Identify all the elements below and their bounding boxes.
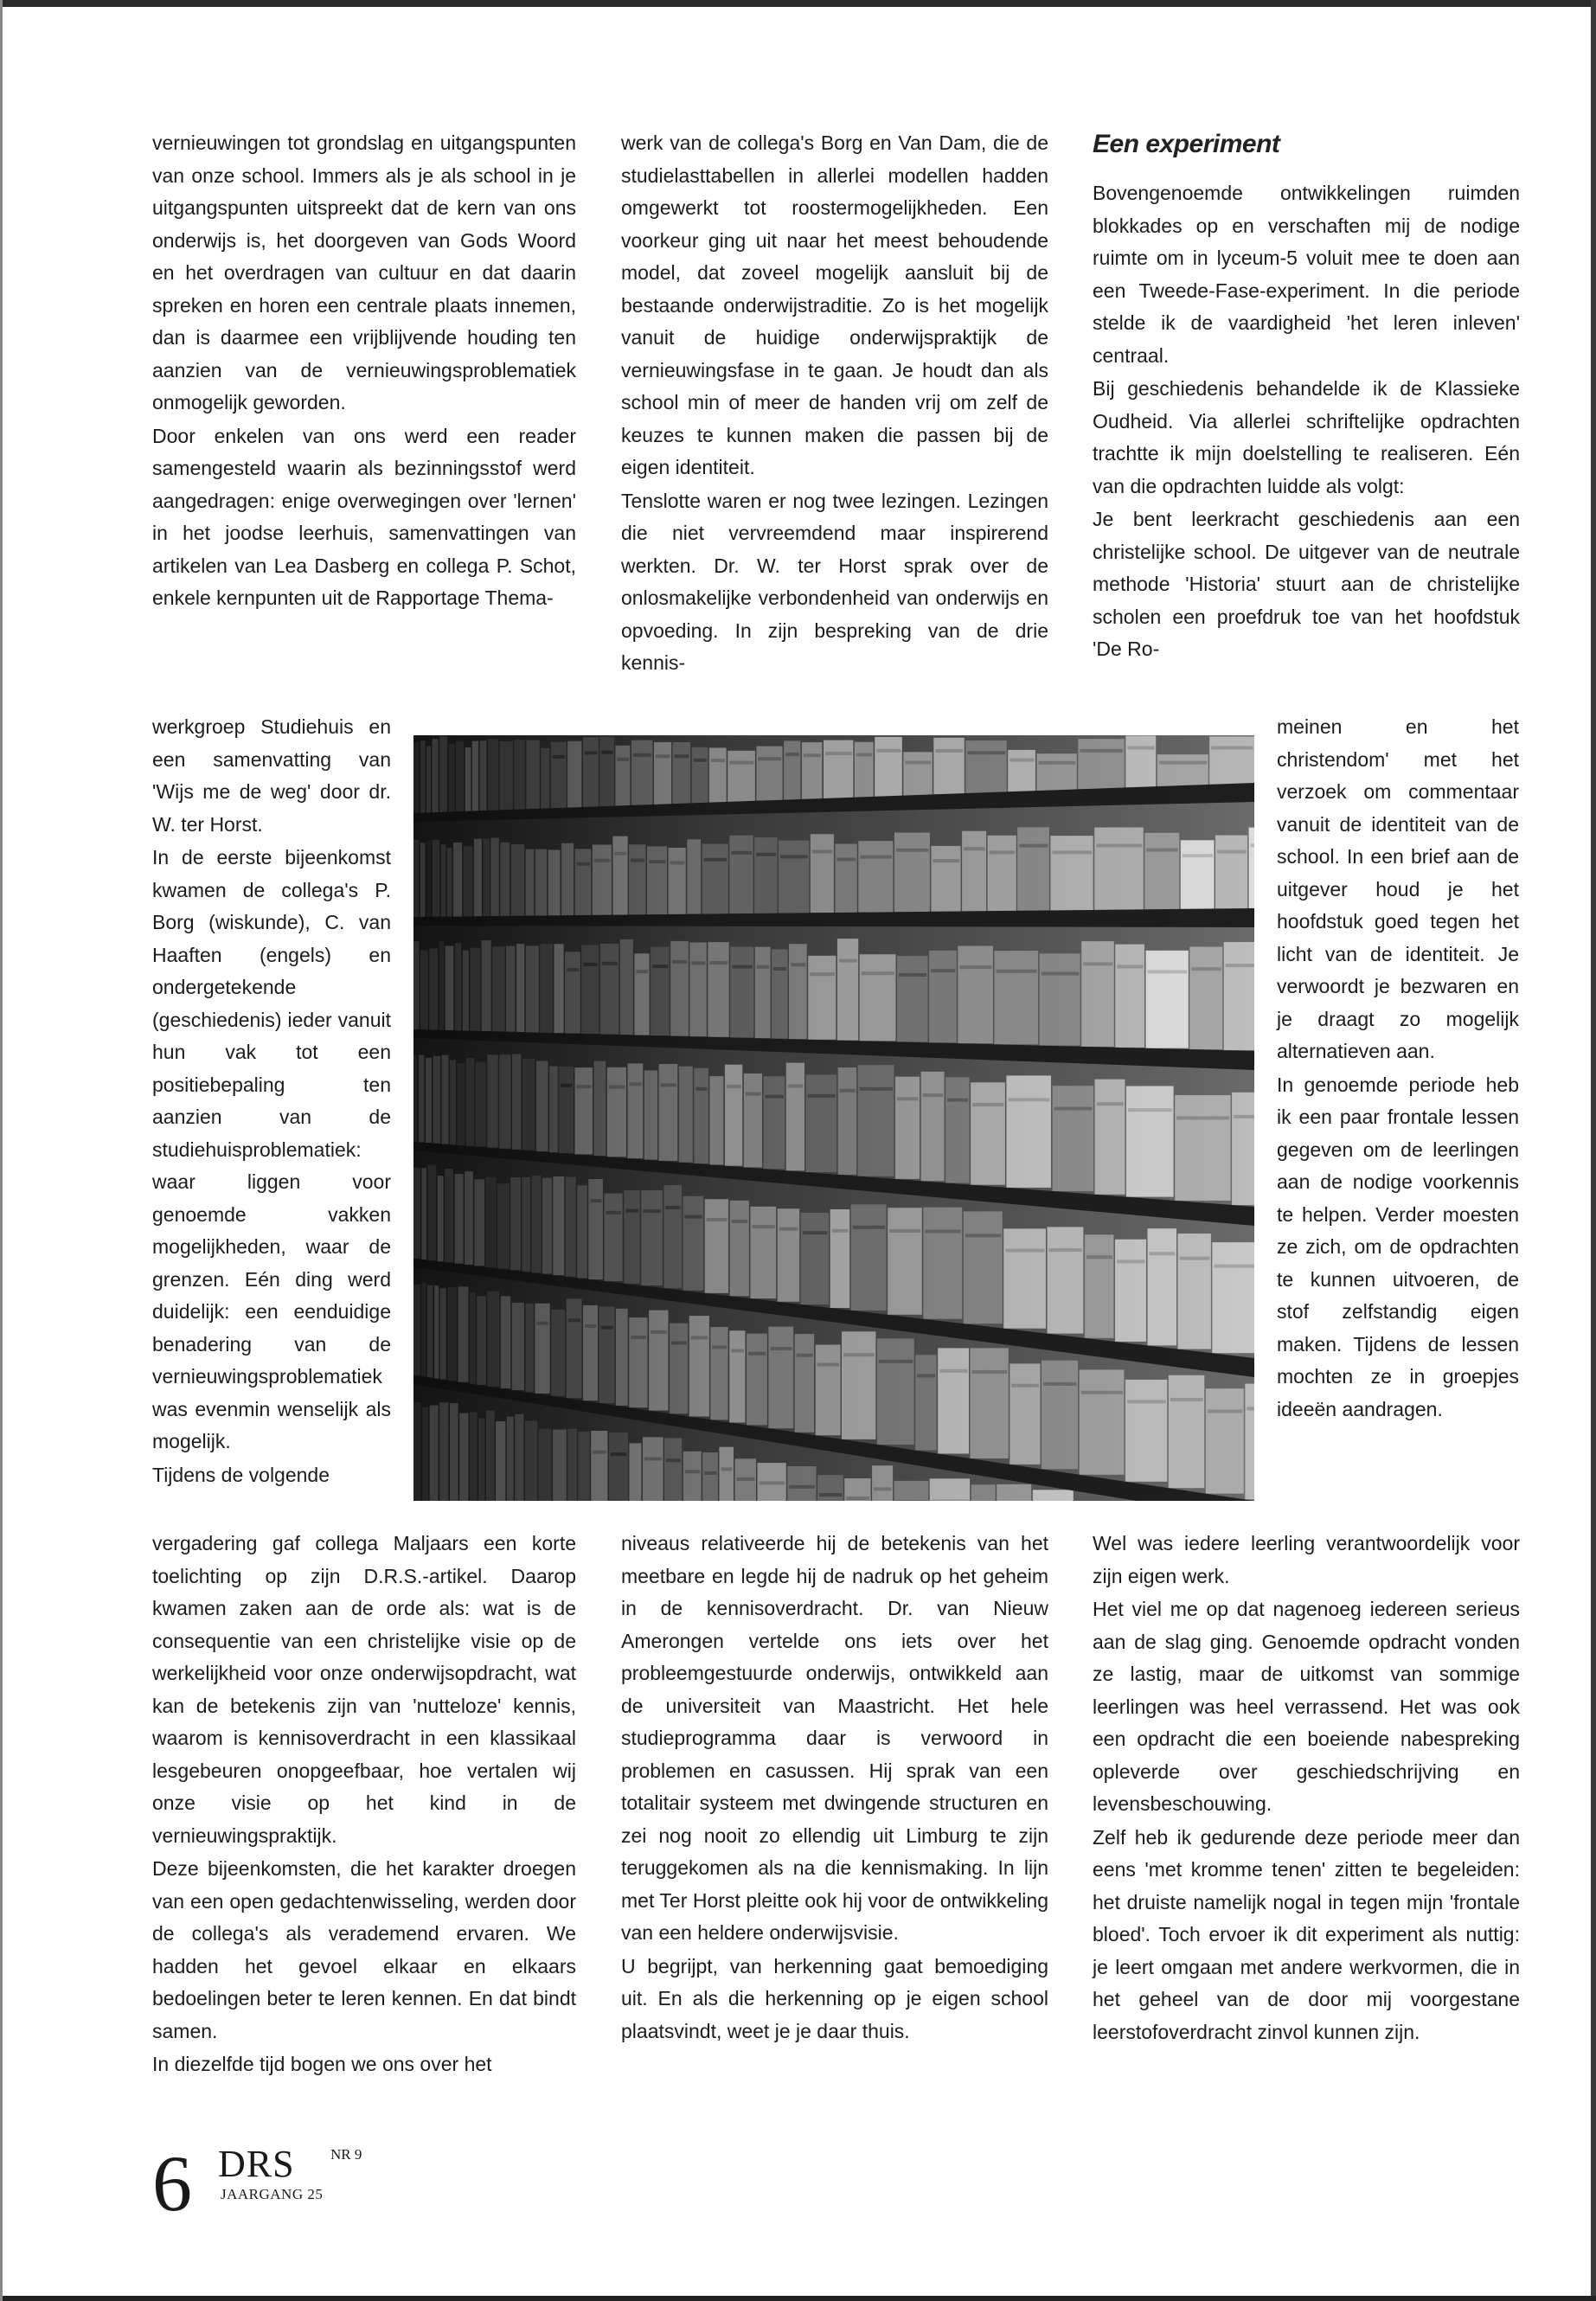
volume-label: JAARGANG 25 xyxy=(221,2186,324,2202)
paragraph: Bovengenoemde ontwikkelingen ruimden blokkades op en verschaften mij de nodige ruimte om in lyceum-5 voluit mee te doen aan een Tweede-Fase-experiment. In die periode stelde ik de vaardigheid 'het leren inleven' centraal. xyxy=(1093,182,1520,367)
paragraph: Tijdens de volgende xyxy=(152,1463,330,1486)
paragraph: Wel was iedere leerling verantwoordelijk voor zijn eigen werk. xyxy=(1093,1532,1520,1587)
column-3-top xyxy=(1093,127,1520,667)
section-heading: Een experiment xyxy=(1093,130,1280,158)
bookshelf-photo xyxy=(413,735,1254,1501)
bookshelf-photo-icon xyxy=(413,735,1254,1501)
paragraph: vergadering gaf collega Maljaars een korte toelichting op zijn D.R.S.-artikel. Daarop kwamen zaken aan de orde als: wat is de consequentie van een christelijke visie op de werkelijkheid voor onze onderwijsopdracht, wat kan de betekenis zijn van 'nutteloze' kennis, waarom is kennisoverdracht in een klassikaal lesgebeuren onopgeefbaar, hoe vertalen wij onze visie op het kind in de vernieuwingspraktijk. xyxy=(152,1532,576,1847)
paragraph: Deze bijeenkomsten, die het karakter droegen van een open gedachtenwisseling, werden door de collega's als verademend ervaren. We hadden het gevoel elkaar en elkaars bedoelingen beter te leren kennen. En dat bindt samen. xyxy=(152,1857,576,2042)
paragraph: Tenslotte waren er nog twee lezingen. Lezingen die niet vervreemdend maar inspirerend werkten. Dr. W. ter Horst sprak over de onlosmakelijke verbondenheid van onderwijs en opvoeding. In zijn bespreking van de drie kennis- xyxy=(621,489,1048,674)
page-number: 6 xyxy=(152,2139,192,2227)
paragraph: niveaus relativeerde hij de betekenis van het meetbare en legde hij de nadruk op het geheim in de kennisoverdracht. Dr. van Nieuw Amerongen vertelde ons iets over het probleemgestuurde onderwijs, ontwikkeld aan de universiteit van Maastricht. Het hele studieprogramma daar is verwoord in problemen en casussen. Hij sprak van een totalitair systeem met dwingende structuren en zei nog nooit zo ellendig uit Limburg te zijn teruggekomen als na die kennismaking. In lijn met Ter Horst pleitte ook hij voor de ontwikkeling van een heldere onderwijsvisie. xyxy=(621,1532,1048,1944)
paragraph: In de eerste bijeenkomst kwamen de collega's P. Borg (wiskunde), C. van Haaften (engels) en ondergetekende (geschiedenis) ieder vanuit hun vak tot een positiebepaling ten aanzien van de studiehuisproblematiek: waar liggen voor genoemde vakken mogelijkheden, waar de grenzen. Eén ding werd duidelijk: een eenduidige benadering van de vernieuwingsproblematiek was evenmin wenselijk als mogelijk. xyxy=(152,846,391,1452)
paragraph: Bij geschiedenis behandelde ik de Klassieke Oudheid. Via allerlei schriftelijke opdrachten trachtte ik mijn doelstelling te realiseren. Eén van die opdrachten luidde als volgt: xyxy=(1093,377,1520,497)
column-3-bottom xyxy=(1093,1528,1520,2049)
column-3-wrap xyxy=(1277,711,1519,1426)
paragraph: Door enkelen van ons werd een reader samengesteld waarin als bezinningsstof werd aangedragen: enige overwegingen over 'lernen' in het joodse leerhuis, samenvattingen van artikelen van Lea Dasberg en collega P. Schot, enkele kernpunten uit de Rapportage Thema- xyxy=(152,424,576,609)
paragraph: Je bent leerkracht geschiedenis aan een christelijke school. De uitgever van de neutrale methode 'Historia' stuurt aan de christelijke scholen een proefdruk toe van het hoofdstuk 'De Ro- xyxy=(1093,508,1520,660)
column-1-wrap xyxy=(152,711,391,1492)
paragraph: U begrijpt, van herkenning gaat bemoediging uit. En als die herkenning op je eigen school plaatsvindt, weet je je daar thuis. xyxy=(621,1954,1048,2042)
magazine-title: DRS xyxy=(218,2143,295,2185)
paragraph: In genoemde periode heb ik een paar frontale lessen gegeven om de leerlingen aan de nodige voorkennis te helpen. Verder moesten ze zich, om de opdrachten te kunnen uitvoeren, de stof zelfstandig eigen maken. Tijdens de lessen mochten ze in groepjes ideeën aandragen. xyxy=(1277,1073,1519,1420)
paragraph: vernieuwingen tot grondslag en uitgangspunten van onze school. Immers als je als school in je uitgangspunten uitspreekt dat de kern van ons onderwijs is, het doorgeven van Gods Woord en het overdragen van cultuur en dat daarin spreken en horen een centrale plaats innemen, dan is daarmee een vrijblijvende houding ten aanzien van de vernieuwingsproblematiek onmogelijk geworden. xyxy=(152,131,576,413)
column-2-bottom xyxy=(621,1528,1048,2048)
paragraph: meinen en het christendom' met het verzoek om commentaar vanuit de identiteit van de school. In een brief aan de uitgever houd je het hoofdstuk goed tegen het licht van de identiteit. Je verwoordt je bezwaren en je draagt zo mogelijk alternatieven aan. xyxy=(1277,715,1519,1062)
paragraph: Het viel me op dat nagenoeg iedereen serieus aan de slag ging. Genoemde opdracht vonden ze lastig, maar de uitkomst van sommige leerlingen was heel verrassend. Het was ook een opdracht die een boeiende nabespreking opleverde over geschiedschrijving en levensbeschouwing. xyxy=(1093,1598,1520,1815)
paragraph: werk van de collega's Borg en Van Dam, die de studielasttabellen in allerlei modellen hadden omgewerkt tot roostermogelijkheden. Een voorkeur ging uit naar het meest behoudende model, dat zoveel mogelijk aansluit bij de bestaande onderwijstraditie. Zo is het mogelijk vanuit de huidige onderwijspraktijk de vernieuwingsfase in te gaan. Je houdt dan als school min of meer de handen vrij om zelf de keuzes te kunnen maken die passen bij de eigen identiteit. xyxy=(621,131,1048,478)
paragraph: In diezelfde tijd bogen we ons over het xyxy=(152,2053,492,2075)
paragraph: Zelf heb ik gedurende deze periode meer dan eens 'met kromme tenen' zitten te begeleiden: het druiste namelijk nogal in tegen mijn 'frontale bloed'. Toch ervoer ik dit experiment als nuttig: je leert omgaan met andere werkvormen, die in het geheel van de door mij voorgestane leerstofoverdracht zinvol kunnen zijn. xyxy=(1093,1825,1520,2043)
issue-number: NR 9 xyxy=(330,2146,362,2163)
column-2-top xyxy=(621,127,1048,681)
paragraph: werkgroep Studiehuis en een samenvatting van 'Wijs me de weg' door dr. W. ter Horst. xyxy=(152,715,391,836)
column-1-bottom xyxy=(152,1528,576,2082)
column-1-top xyxy=(152,127,576,616)
